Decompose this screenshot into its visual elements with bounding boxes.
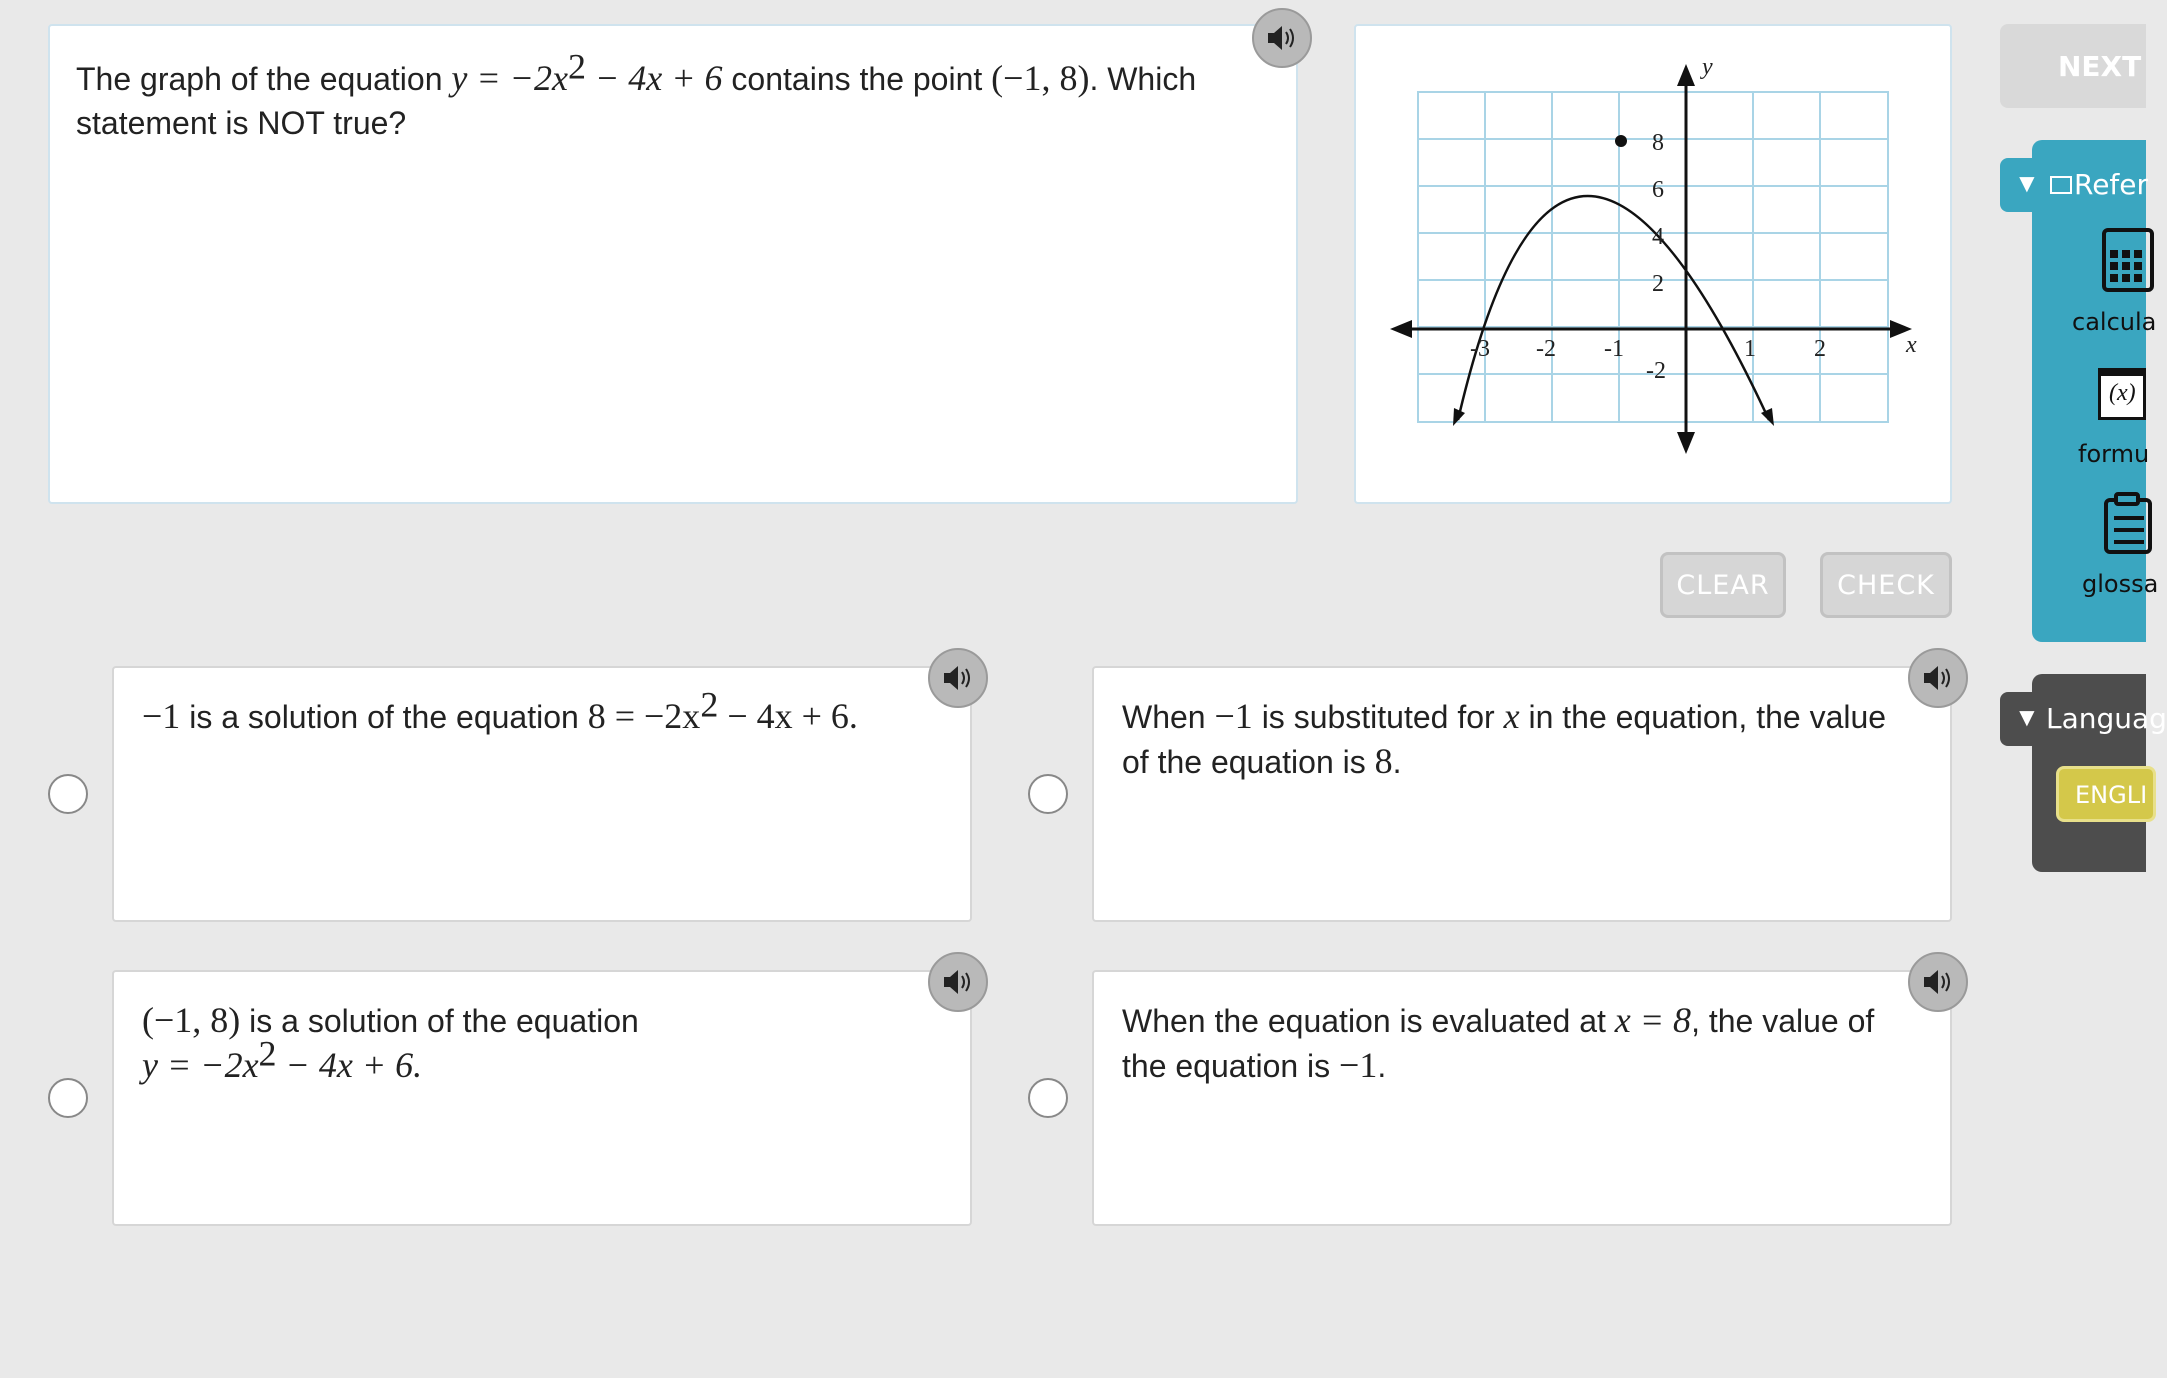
question-eq-rest: = −2x [467, 58, 568, 98]
check-button[interactable]: CHECK [1820, 552, 1952, 618]
option-1-p5: − 4x + 6. [718, 696, 858, 736]
language-tab[interactable] [2000, 692, 2167, 746]
reference-doc-icon [2050, 176, 2072, 194]
y-axis-label: y [1702, 54, 1713, 80]
option-2-line1e: in the equation, the value [1519, 699, 1887, 735]
option-2-line2b: 8 [1374, 741, 1393, 781]
option-1-text [142, 684, 926, 739]
language-title: Languag [2046, 702, 2167, 735]
next-label: NEXT [2058, 50, 2142, 83]
x-tick-neg3: -3 [1470, 336, 1490, 362]
question-eq-exp: 2 [567, 46, 586, 87]
speaker-icon [941, 967, 975, 997]
option-3-line1a: (−1, 8) [142, 1000, 241, 1040]
speaker-icon [941, 663, 975, 693]
y-tick-neg2: -2 [1646, 358, 1666, 384]
option-1-p3: 8 = −2x [587, 696, 701, 736]
option-1-card[interactable] [112, 666, 972, 922]
option-2-line2a: of the equation is [1122, 744, 1375, 780]
option-1-p4: 2 [700, 684, 719, 725]
calculator-tool[interactable] [2102, 228, 2146, 298]
glossary-label[interactable]: glossa [2082, 570, 2159, 598]
question-suffix: . Which [1089, 61, 1197, 97]
option-4-line2a: the equation is [1122, 1048, 1340, 1084]
x-tick-1: 1 [1744, 336, 1756, 362]
option-2-text [1122, 694, 1906, 784]
question-mid: contains the point [731, 61, 983, 97]
option-2-line1c: is substituted for [1252, 699, 1504, 735]
speaker-icon [1921, 663, 1955, 693]
question-text [76, 46, 1256, 145]
formula-icon: (x) [2109, 380, 2136, 406]
question-eq-y: y [451, 58, 468, 98]
x-tick-neg1: -1 [1604, 336, 1624, 362]
option-4-line1a: When the equation is evaluated at [1122, 1003, 1615, 1039]
triangle-down-icon: ▼ [2014, 702, 2040, 732]
formula-tool[interactable] [2098, 368, 2146, 420]
option-1-speaker-button[interactable] [928, 648, 988, 708]
y-tick-4: 4 [1652, 224, 1664, 250]
option-1-radio[interactable] [48, 774, 88, 814]
x-tick-2: 2 [1814, 336, 1826, 362]
y-tick-8: 8 [1652, 130, 1664, 156]
option-3-line2c: − 4x + 6. [276, 1045, 423, 1085]
reference-tab[interactable] [2000, 158, 2149, 212]
reference-title: Refer [2074, 168, 2149, 201]
option-4-radio[interactable] [1028, 1078, 1068, 1118]
option-3-line2b: 2 [258, 1033, 277, 1074]
clear-button[interactable]: CLEAR [1660, 552, 1786, 618]
question-point: (−1, 8) [991, 58, 1090, 98]
speaker-icon [1921, 967, 1955, 997]
question-prefix: The graph of the equation [76, 61, 443, 97]
formula-label[interactable]: formu [2078, 440, 2150, 468]
calculator-label[interactable]: calcula [2072, 308, 2157, 336]
speaker-icon [1265, 23, 1299, 53]
option-2-line1b: −1 [1214, 696, 1253, 736]
x-tick-neg2: -2 [1536, 336, 1556, 362]
option-3-radio[interactable] [48, 1078, 88, 1118]
next-button[interactable] [2000, 24, 2146, 108]
reference-panel [2032, 140, 2159, 642]
english-button[interactable] [2056, 766, 2156, 822]
clipboard-icon [2104, 492, 2146, 554]
option-4-text [1122, 998, 1906, 1088]
option-4-card[interactable] [1092, 970, 1952, 1226]
option-4-line2b: −1 [1339, 1045, 1378, 1085]
option-2-radio[interactable] [1028, 774, 1068, 814]
calculator-icon [2102, 228, 2146, 292]
option-4-line1b: x = 8 [1614, 1000, 1692, 1040]
option-3-speaker-button[interactable] [928, 952, 988, 1012]
option-3-line2a: y = −2x [142, 1045, 259, 1085]
question-line2: statement is NOT true? [76, 105, 407, 141]
parabola-graph [1356, 26, 1954, 506]
graph-card [1354, 24, 1952, 504]
glossary-tool[interactable] [2104, 492, 2146, 554]
option-4-speaker-button[interactable] [1908, 952, 1968, 1012]
option-2-line1d: x [1503, 696, 1520, 736]
y-tick-6: 6 [1652, 177, 1664, 203]
option-2-line2c: . [1392, 744, 1402, 780]
option-3-text [142, 998, 926, 1088]
english-label: ENGLI [2075, 781, 2148, 809]
y-tick-2: 2 [1652, 271, 1664, 297]
option-2-speaker-button[interactable] [1908, 648, 1968, 708]
triangle-down-icon: ▼ [2014, 168, 2040, 198]
option-3-line1b: is a solution of the equation [240, 1003, 639, 1039]
option-1-p2: is a solution of the equation [180, 699, 588, 735]
option-2-line1a: When [1122, 699, 1215, 735]
option-3-card[interactable] [112, 970, 972, 1226]
question-card [48, 24, 1298, 504]
option-4-line2c: . [1377, 1048, 1387, 1084]
question-speaker-button[interactable] [1252, 8, 1312, 68]
option-2-card[interactable] [1092, 666, 1952, 922]
question-eq-tail: − 4x + 6 [585, 58, 723, 98]
x-axis-label: x [1906, 332, 1917, 358]
option-4-line1c: , the value of [1691, 1003, 1875, 1039]
option-1-p1: −1 [142, 696, 181, 736]
